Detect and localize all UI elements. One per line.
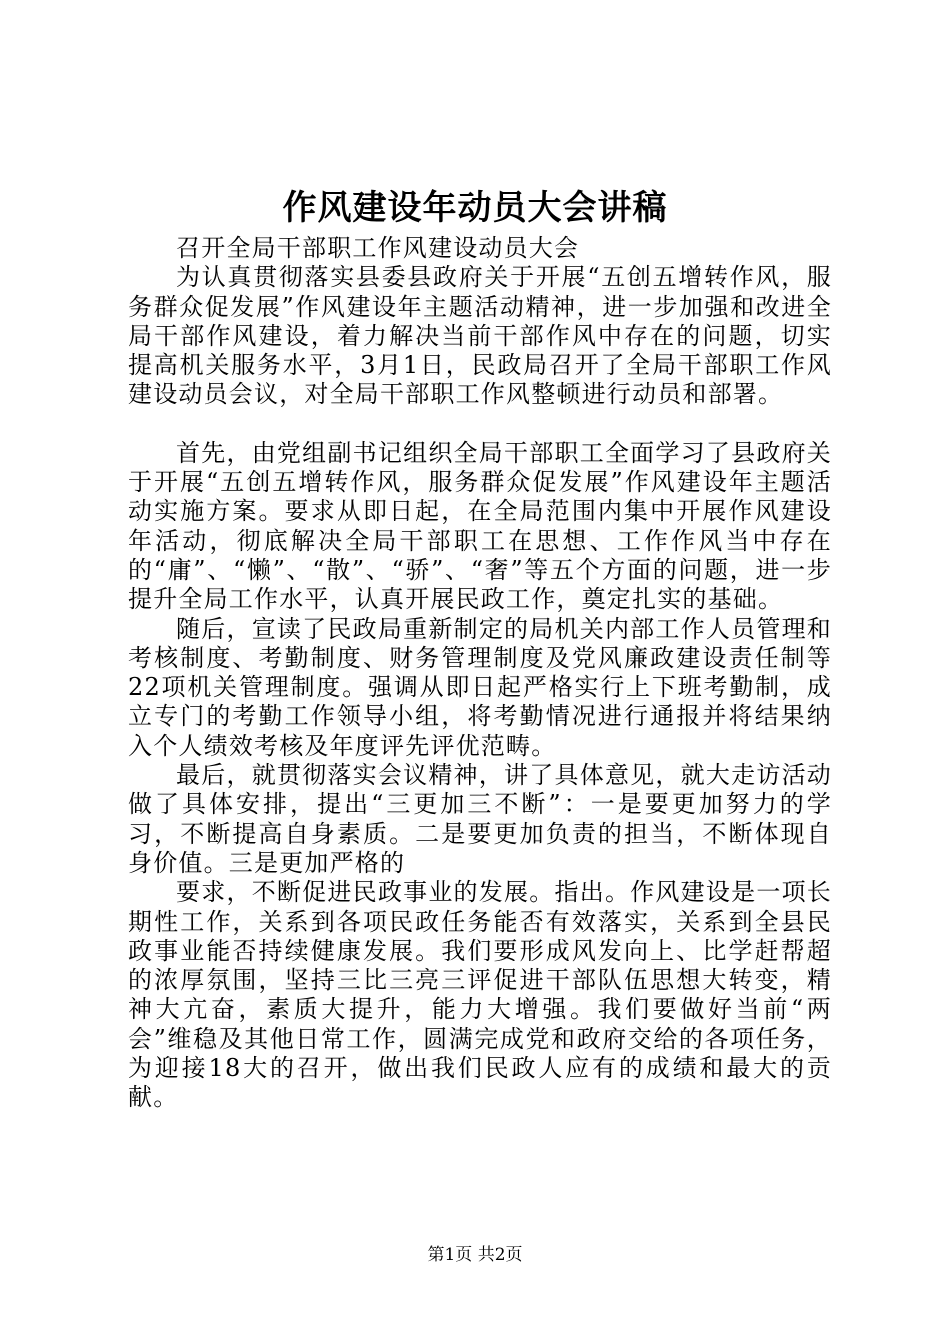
paragraph-first: 首先，由党组副书记组织全局干部职工全面学习了县政府关于开展“五创五增转作风，服务群众促发展”作风建设年主题活动实施方案。要求从即日起，在全局范围内集中开展作风建设年活动，彻底解决全局干部职工在思想、工作作风当中存在的“庸”、“懒”、“散”、“骄”、“奢”等五个方面的问题，进一步提升全局工作水平，认真开展民政工作，奠定扎实的基础。	[128, 438, 832, 614]
document-body	[128, 234, 832, 1113]
page-footer: 第1页 共2页	[427, 1245, 523, 1265]
paragraph-finally: 最后，就贯彻落实会议精神，讲了具体意见，就大走访活动做了具体安排，提出“三更加三不断”：一是要更加努力的学习，不断提高自身素质。二是要更加负责的担当，不断体现自身价值。三是更加严格的	[128, 761, 832, 877]
document-title: 作风建设年动员大会讲稿	[282, 188, 668, 228]
paragraph-subtitle: 召开全局干部职工作风建设动员大会	[176, 234, 580, 262]
paragraph-requirements: 要求，不断促进民政事业的发展。指出。作风建设是一项长期性工作，关系到各项民政任务能否有效落实，关系到全县民政事业能否持续健康发展。我们要形成风发向上、比学赶帮超的浓厚氛围，坚持三比三亮三评促进干部队伍思想大转变，精神大亢奋，素质大提升，能力大增强。我们要做好当前“两会”维稳及其他日常工作，圆满完成党和政府交给的各项任务，为迎接18大的召开，做出我们民政人应有的成绩和最大的贡献。	[128, 878, 832, 1112]
paragraph-intro: 为认真贯彻落实县委县政府关于开展“五创五增转作风，服务群众促发展”作风建设年主题活动精神，进一步加强和改进全局干部作风建设，着力解决当前干部作风中存在的问题，切实提高机关服务水平，3月1日，民政局召开了全局干部职工作风建设动员会议，对全局干部职工作风整顿进行动员和部署。	[128, 263, 832, 409]
paragraph-then: 随后，宣读了民政局重新制定的局机关内部工作人员管理和考核制度、考勤制度、财务管理制度及党风廉政建设责任制等22项机关管理制度。强调从即日起严格实行上下班考勤制，成立专门的考勤工作领导小组，将考勤情况进行通报并将结果纳入个人绩效考核及年度评先评优范畴。	[128, 614, 832, 760]
